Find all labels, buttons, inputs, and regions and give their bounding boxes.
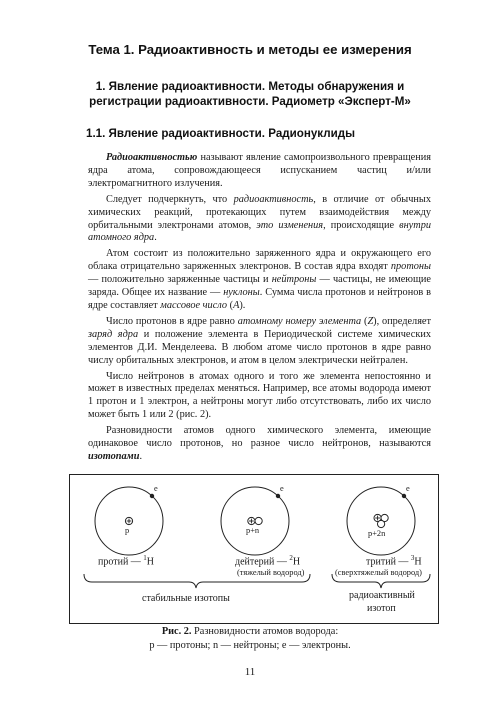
p3-a: Атом состоит из положительно заряженного ядра и окружающего его облака отрицательно заряженных электронов. В состав ядра входят: [88, 248, 431, 273]
isotope-name-tritium: [366, 554, 422, 567]
electron-label-tritium: e: [406, 484, 410, 493]
p2-f: внутри атомного ядра: [88, 219, 431, 244]
p6-c: .: [139, 450, 143, 462]
deuterium-mass: 2: [289, 554, 293, 562]
p3-e: — частицы, не имеющие заряда. Общее их название —: [88, 274, 431, 299]
topic-title: Тема 1. Радиоактивность и методы ее измерения: [88, 42, 412, 57]
p3-d: нейтроны: [271, 274, 317, 286]
p4-c: (: [361, 315, 368, 327]
p2-c: , в отличие от обычных химических реакций, протекающих путем взаимодействия между орбитальными электронами атомов,: [88, 193, 431, 231]
p3-k: ).: [239, 299, 246, 311]
term-radioactivity: Радиоактивностью: [106, 152, 198, 163]
p2-b: радиоактивность: [233, 193, 314, 205]
electron-tritium: [402, 494, 406, 498]
caption-prefix: Рис. 2.: [161, 626, 192, 637]
paragraph-6: [88, 425, 431, 464]
nucleus-label-deuterium: p+n: [246, 526, 260, 535]
p4-g: и положение элемента в Периодической системе химических элементов Д.И. Менделеева. В любом атоме число протонов в ядре равно числу орбитальных электронов, и атом в целом электрически нейтрален.: [88, 328, 431, 366]
deuterium-name: дейтерий —: [235, 556, 290, 568]
protium-name: протий —: [98, 556, 144, 568]
paragraph-1-text: называют явление самопроизвольного превращения ядра атома, сопровождающееся испусканием частиц и/или электромагнитного излучения.: [88, 152, 431, 189]
tritium-symbol: H: [414, 556, 422, 568]
note-deuterium: (тяжелый водород): [237, 568, 305, 577]
electron-deuterium: [276, 494, 280, 498]
paragraph-5: Число нейтронов в атомах одного и того же элемента непостоянно и может в известных пределах меняться. Например, все атомы водорода имеют 1 протон и 1 электрон, а нейтроны могут либо отсутствовать, либо их число может быть 1 или 2 (рис. 2).: [88, 370, 431, 421]
p3-b: протоны: [390, 261, 431, 273]
deuterium-symbol: H: [292, 556, 301, 568]
p3-f: нуклоны: [223, 287, 260, 299]
p3-j: A: [233, 299, 240, 311]
p2-a: Следует подчеркнуть, что: [106, 193, 234, 205]
p4-d: Z: [367, 315, 374, 327]
p6-a: Разновидности атомов одного химического элемента, имеющие одинаковое число протонов, но разное число нейтронов, называются: [88, 425, 431, 450]
protium-symbol: H: [146, 556, 155, 568]
paragraph-4: [88, 316, 431, 368]
nucleus-label-protium: p: [125, 526, 130, 535]
figure-caption-line1: [0, 626, 500, 637]
nucleus-label-tritium: p+2n: [368, 529, 386, 538]
p4-f: заряд ядра: [88, 328, 139, 340]
p3-i: (: [227, 299, 234, 311]
tritium-mass: 3: [410, 554, 415, 562]
figure-isotopes: [69, 474, 439, 624]
isotope-name-protium: [98, 554, 154, 567]
radioactive-label-line1: радиоактивный: [349, 590, 415, 601]
p4-e: ), определяет: [373, 315, 431, 327]
protium-mass: 1: [143, 554, 147, 562]
p2-e: , происходящие: [323, 219, 400, 231]
paragraph-1: [88, 152, 431, 191]
p4-a: Число протонов в ядре равно: [106, 315, 238, 327]
stable-isotopes-label: стабильные изотопы: [142, 593, 230, 604]
electron-protium: [150, 494, 154, 498]
neutron-deuterium: [255, 517, 262, 524]
caption-text-1: Разновидности атомов водорода:: [191, 626, 339, 637]
electron-label-deuterium: e: [280, 484, 284, 493]
p2-d: это изменения: [256, 219, 324, 231]
p4-b: атомному номеру элемента: [237, 315, 362, 327]
paragraph-2: [88, 194, 431, 246]
page-number: 11: [244, 666, 256, 678]
section-title: 1. Явление радиоактивности. Методы обнаружения и регистрации радиоактивности. Радиометр «Эксперт-М»: [89, 80, 411, 108]
tritium-name: тритий —: [366, 556, 411, 568]
p3-c: — положительно заряженные частицы и: [88, 274, 272, 286]
isotope-name-deuterium: [235, 554, 300, 567]
p3-g: . Сумма числа протонов и нейтронов в ядре составляет: [88, 287, 431, 311]
term-isotopes: изотопами: [88, 450, 140, 462]
electron-label-protium: e: [154, 484, 158, 493]
figure-caption-line2: p — протоны; n — нейтроны; e — электроны.: [149, 640, 351, 651]
paragraph-3: [88, 248, 431, 313]
p3-h: массовое число: [160, 299, 228, 311]
subsection-title: 1.1. Явление радиоактивности. Радионуклиды: [86, 127, 355, 140]
p2-g: .: [154, 232, 157, 244]
body-text: [88, 152, 431, 467]
radioactive-label-line2: изотоп: [367, 603, 396, 614]
neutron-tritium-2: [378, 520, 385, 527]
note-tritium: (сверхтяжелый водород): [335, 568, 422, 577]
